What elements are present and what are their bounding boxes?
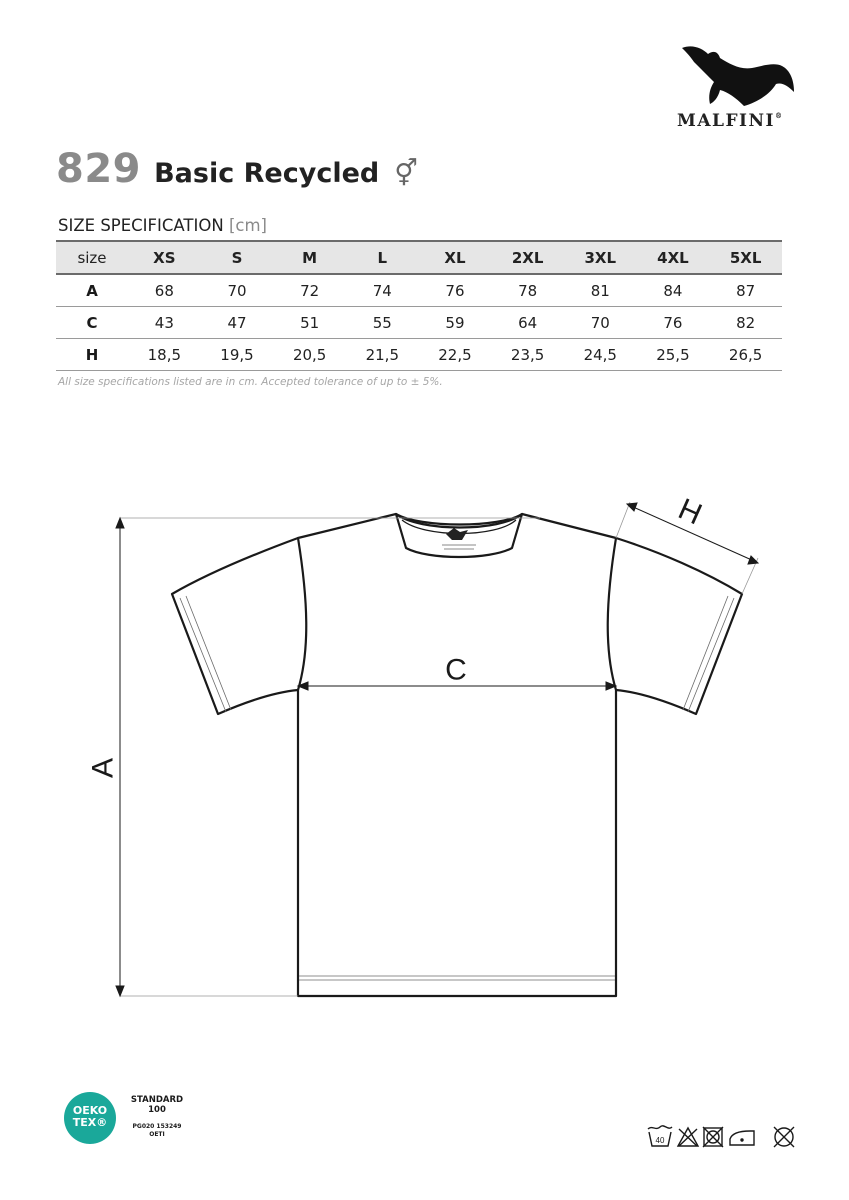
table-header-cell: M bbox=[302, 248, 318, 267]
table-header-cell: XS bbox=[153, 248, 176, 267]
table-cell: 55 bbox=[372, 313, 392, 332]
dimension-a-label: A bbox=[86, 757, 120, 779]
dimension-c-label: C bbox=[445, 653, 467, 687]
brand-logo bbox=[672, 40, 802, 140]
table-cell: 72 bbox=[300, 281, 320, 300]
table-cell: 23,5 bbox=[510, 345, 545, 364]
tshirt-diagram bbox=[0, 480, 849, 1020]
row-label: C bbox=[86, 313, 98, 332]
table-cell: 47 bbox=[227, 313, 247, 332]
table-cell: 76 bbox=[663, 313, 683, 332]
eagle-icon bbox=[678, 40, 798, 110]
oeko-standard bbox=[124, 1095, 190, 1115]
table-header-cell: 2XL bbox=[511, 248, 544, 267]
dimension-h-label: H bbox=[673, 492, 707, 532]
care-symbols bbox=[646, 1123, 798, 1149]
oeko-certificate bbox=[124, 1123, 190, 1139]
brand-name: MALFINI® bbox=[677, 111, 784, 131]
no-bleach-icon bbox=[678, 1128, 698, 1146]
wash-temp: 40 bbox=[655, 1136, 665, 1145]
table-row bbox=[56, 307, 782, 339]
table-cell: 19,5 bbox=[220, 345, 254, 364]
table-cell: 59 bbox=[445, 313, 465, 332]
right-sleeve-hem-stitch bbox=[683, 596, 734, 712]
oeko-standard-number: 100 bbox=[148, 1105, 166, 1115]
table-row bbox=[56, 274, 782, 307]
table-cell: 68 bbox=[154, 281, 174, 300]
table-cell: 70 bbox=[227, 281, 247, 300]
oeko-institute: OETI bbox=[149, 1131, 165, 1138]
table-cell: 87 bbox=[736, 281, 756, 300]
table-cell: 70 bbox=[590, 313, 610, 332]
oeko-tex-badge bbox=[64, 1092, 204, 1152]
no-tumble-dry-icon bbox=[703, 1127, 723, 1147]
spec-unit: [cm] bbox=[228, 216, 267, 235]
table-header-cell: 4XL bbox=[657, 248, 689, 267]
spec-heading bbox=[58, 216, 267, 235]
table-cell: 18,5 bbox=[147, 345, 182, 364]
product-title bbox=[56, 146, 418, 192]
table-cell: 74 bbox=[372, 281, 392, 300]
row-label: A bbox=[86, 281, 98, 300]
table-cell: 84 bbox=[663, 281, 683, 300]
oeko-line2: TEX® bbox=[72, 1116, 108, 1129]
tolerance-note: All size specifications listed are in cm. Accepted tolerance of up to ± 5%. bbox=[58, 376, 443, 388]
wash-40-icon bbox=[648, 1126, 672, 1146]
table-cell: 43 bbox=[154, 313, 174, 332]
product-code: 829 bbox=[56, 146, 141, 192]
table-header-row bbox=[56, 241, 782, 274]
table-header-cell: 3XL bbox=[584, 248, 617, 267]
table-cell: 64 bbox=[518, 313, 538, 332]
table-header-cell: size bbox=[77, 248, 107, 267]
table-cell: 51 bbox=[300, 313, 320, 332]
bottom-hem-stitch bbox=[299, 976, 615, 980]
table-row bbox=[56, 339, 782, 371]
oeko-standard-text: STANDARD bbox=[130, 1095, 184, 1105]
unisex-icon: ⚥ bbox=[394, 159, 418, 189]
oeko-cert-number: PG020 153249 bbox=[132, 1123, 182, 1130]
table-cell: 21,5 bbox=[365, 345, 399, 364]
table-cell: 22,5 bbox=[438, 345, 472, 364]
tshirt-body-outline bbox=[298, 514, 616, 996]
table-header-cell: 5XL bbox=[729, 248, 762, 267]
spec-heading-text: SIZE SPECIFICATION bbox=[58, 216, 224, 235]
left-sleeve-hem-stitch bbox=[180, 596, 231, 712]
iron-low-icon bbox=[730, 1131, 754, 1145]
table-cell: 20,5 bbox=[292, 345, 327, 364]
product-name: Basic Recycled bbox=[154, 158, 380, 189]
table-header-cell: S bbox=[231, 248, 243, 267]
table-cell: 78 bbox=[518, 281, 538, 300]
oeko-tex-logo bbox=[64, 1092, 116, 1144]
table-cell: 25,5 bbox=[656, 345, 690, 364]
size-table bbox=[56, 240, 782, 371]
no-dry-clean-icon bbox=[774, 1127, 794, 1147]
oeko-line1: OEKO bbox=[72, 1104, 108, 1117]
row-label: H bbox=[85, 345, 99, 364]
table-header-cell: XL bbox=[444, 248, 466, 267]
table-header-cell: L bbox=[377, 248, 388, 267]
table-cell: 81 bbox=[590, 281, 610, 300]
neck-label bbox=[442, 528, 476, 549]
table-cell: 76 bbox=[445, 281, 465, 300]
table-cell: 24,5 bbox=[583, 345, 617, 364]
table-cell: 26,5 bbox=[728, 345, 763, 364]
table-cell: 82 bbox=[736, 313, 756, 332]
